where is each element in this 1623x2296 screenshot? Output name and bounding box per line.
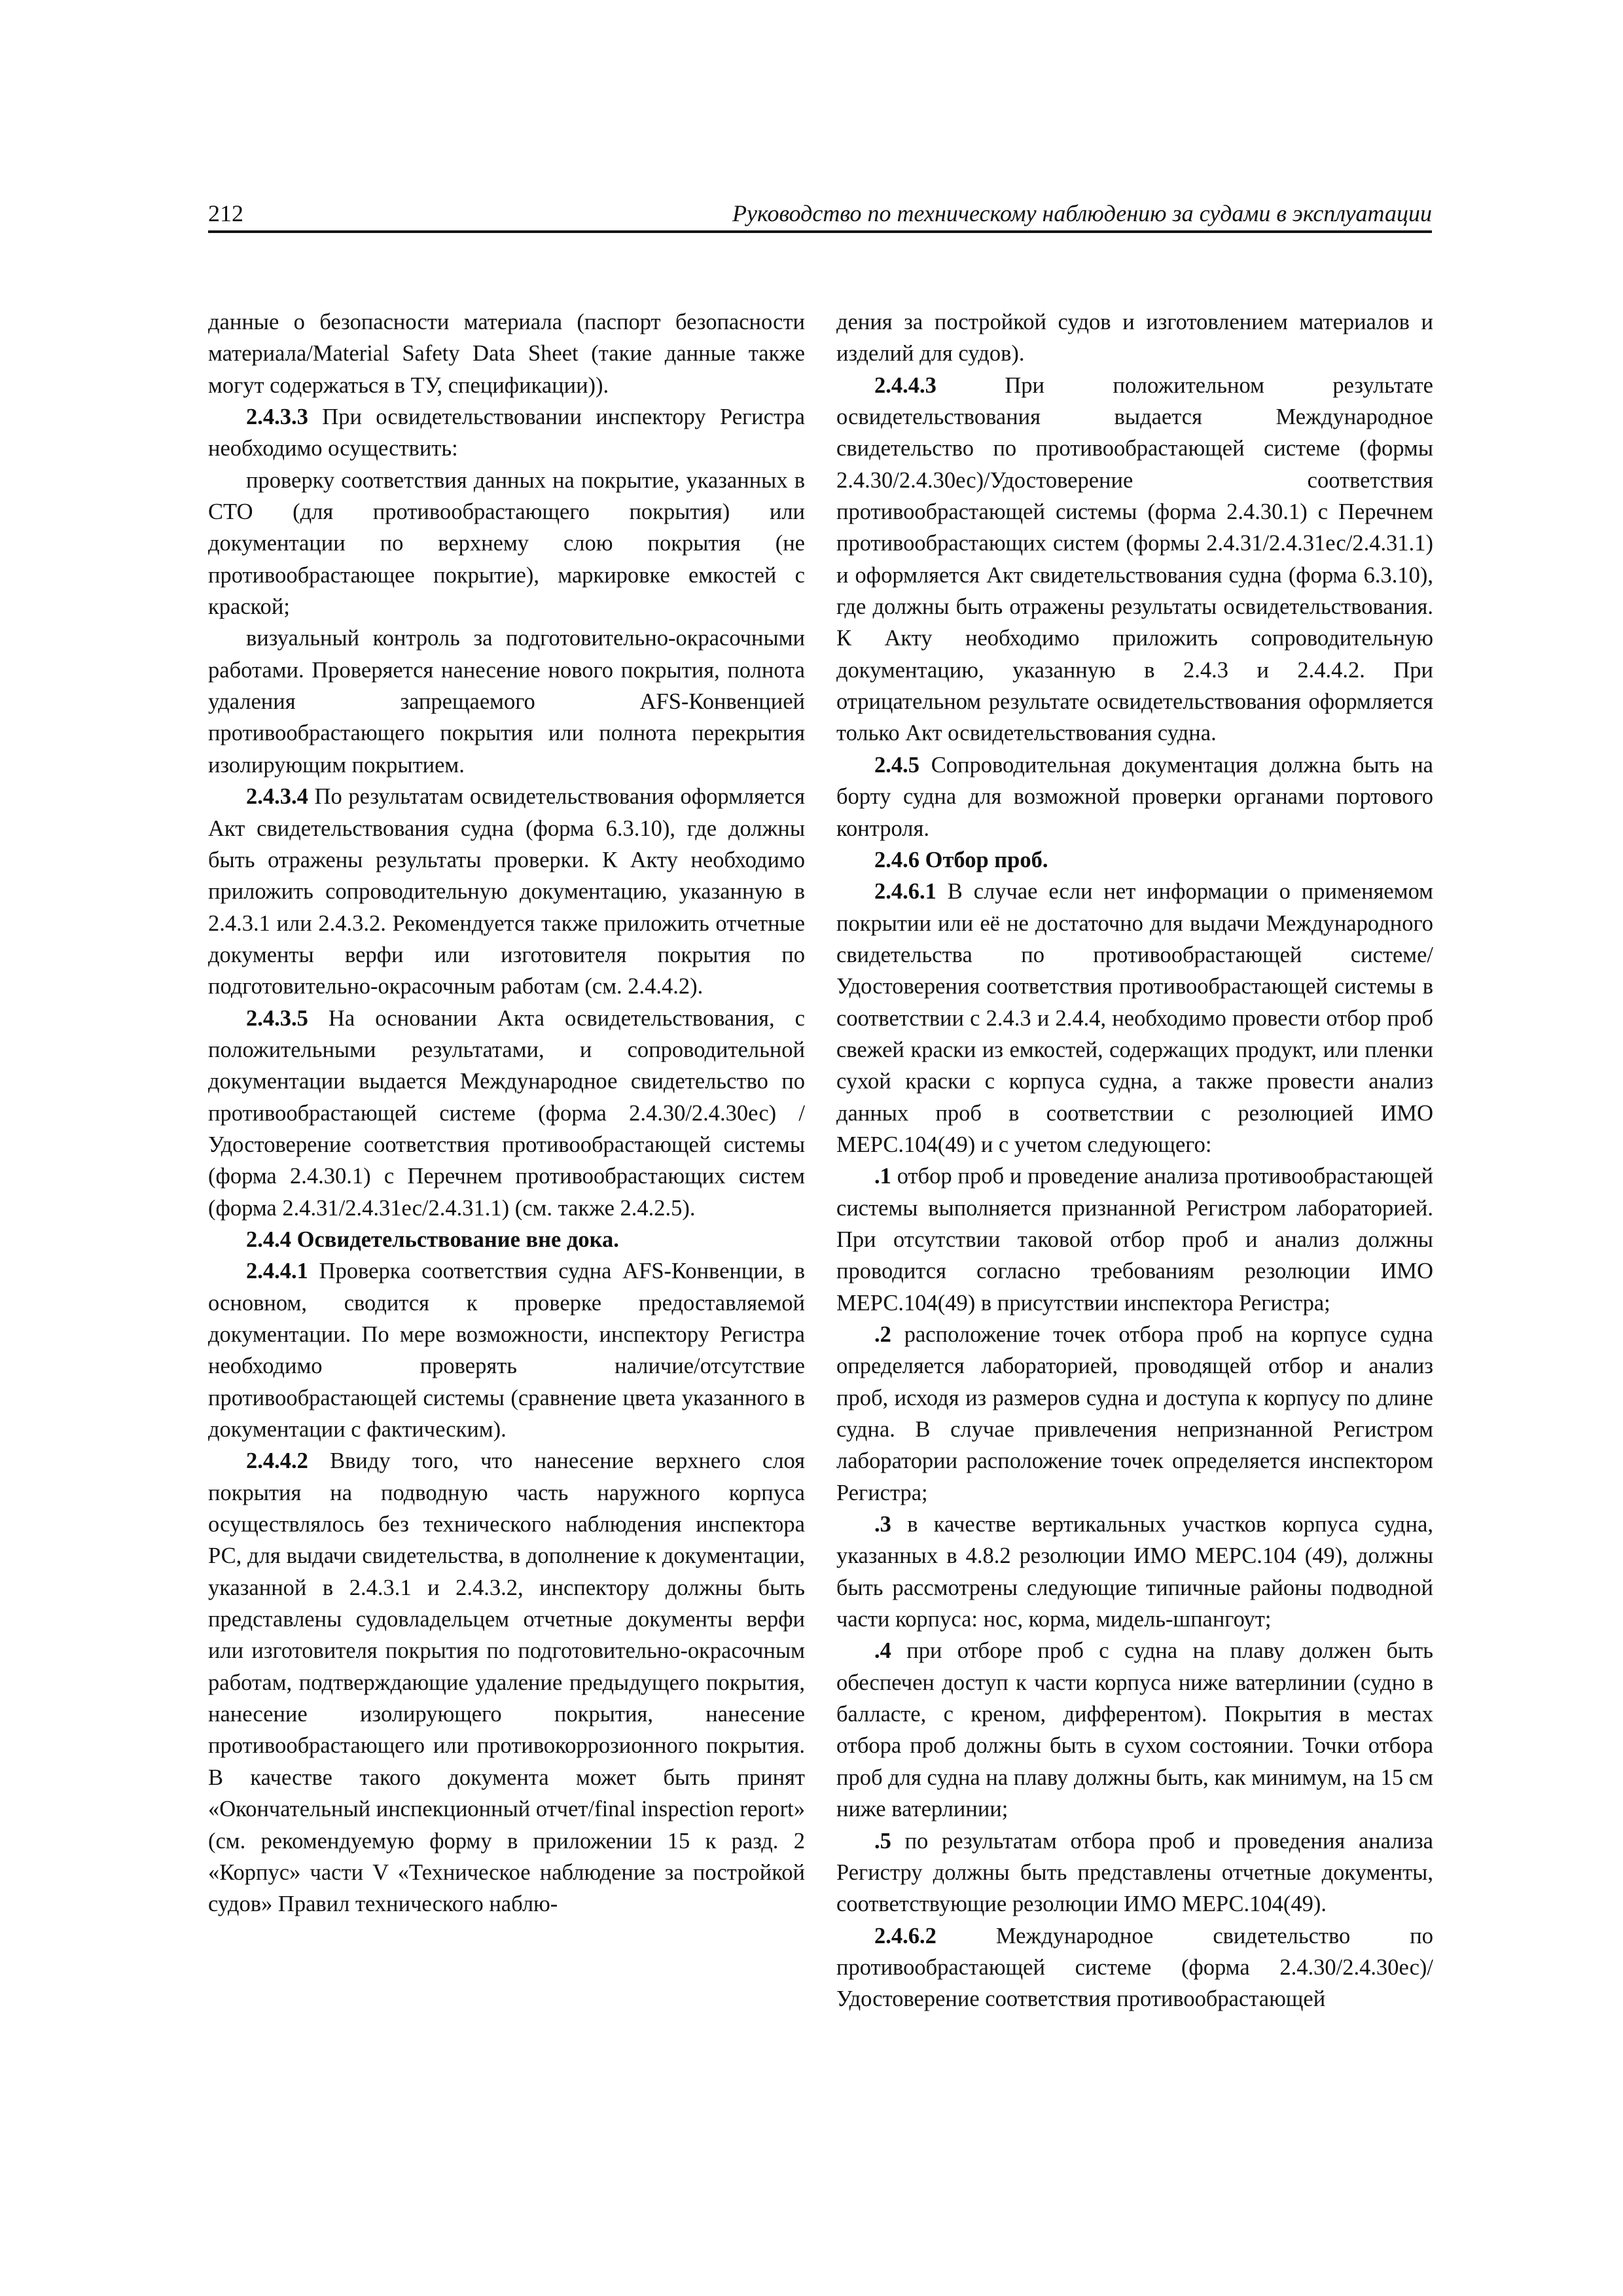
list-item: .5 по результатам отбора проб и проведения анализа Регистру должны быть представлены отчетные документы, соответствующие резолюции ИМО МЕРС.104(49). bbox=[836, 1828, 1433, 1917]
left-column bbox=[208, 306, 805, 1920]
page-header bbox=[208, 200, 1432, 231]
paragraph: 2.4.4.3 При положительном результате освидетельствования выдается Международное свидетельство по противообрастающей системе (формы 2.4.30/2.4.30ес)/Удостоверение соответствия противообрастающей системы (форма 2.4.30.1) с Перечнем противообрастающих систем (формы 2.4.31/2.4.31ес/2.4.31.1) и оформляется Акт свидетельствования судна (форма 6.3.10), где должны быть отражены результаты освидетельствования. К Акту необходимо приложить сопроводительную документацию, указанную в 2.4.3 и 2.4.4.2. При отрицательном результате освидетельствования оформляется только Акт освидетельствования судна. bbox=[836, 372, 1433, 746]
clause-number: 2.4.3.4 bbox=[246, 784, 308, 810]
paragraph: визуальный контроль за подготовительно-окрасочными работами. Проверяется нанесение нового покрытия, полнота удаления запрещаемого AFS-Конвенцией противообрастающего покрытия или полнота перекрытия изолирующим покрытием. bbox=[208, 626, 805, 778]
header-rule bbox=[208, 230, 1432, 233]
clause-number: 2.4.4.2 bbox=[246, 1448, 308, 1474]
paragraph: 2.4.6.2 Международное свидетельство по противообрастающей системе (форма 2.4.30/2.4.30ес)/ Удостоверение соответствия противообрастающей bbox=[836, 1923, 1433, 2012]
clause-number: 2.4.5 bbox=[874, 752, 919, 778]
clause-number: 2.4.4.3 bbox=[874, 372, 936, 398]
paragraph: 2.4.3.5 На основании Акта освидетельствования, с положительными результатами, и сопроводительной документации выдается Международное свидетельство по противообрастающей системе (форма 2.4.30/2.4.30ес) / Удостоверение соответствия противообрастающей системы (форма 2.4.30.1) с Перечнем противообрастающих систем (форма 2.4.31/2.4.31ес/2.4.31.1) (см. также 2.4.2.5). bbox=[208, 1005, 805, 1221]
clause-number: 2.4.4 bbox=[246, 1227, 291, 1252]
clause-number: 2.4.6.2 bbox=[874, 1923, 936, 1948]
item-number: .3 bbox=[874, 1512, 891, 1537]
section-heading: 2.4.6 Отбор проб. bbox=[874, 847, 1048, 872]
list-item: .1 отбор проб и проведение анализа противообрастающей системы выполняется признанной Регистром лабораторией. При отсутствии таковой отбор проб и анализ должны проводится согласно требованиям резолюции ИМО МЕРС.104(49) в присутствии инспектора Регистра; bbox=[836, 1164, 1433, 1316]
paragraph: 2.4.3.4 По результатам освидетельствования оформляется Акт свидетельствования судна (форма 6.3.10), где должны быть отражены результаты проверки. К Акту необходимо приложить сопроводительную документацию, указанную в 2.4.3.1 или 2.4.3.2. Рекомендуется также приложить отчетные документы верфи или изготовителя покрытия по подготовительно-окрасочным работам (см. 2.4.4.2). bbox=[208, 784, 805, 999]
section-heading: 2.4.4 Освидетельствование вне дока. bbox=[246, 1227, 619, 1252]
running-title: Руководство по техническому наблюдению за судами в эксплуатации bbox=[732, 200, 1432, 226]
paragraph: 2.4.5 Сопроводительная документация должна быть на борту судна для возможной проверки органами портового контроля. bbox=[836, 752, 1433, 841]
list-item: .3 в качестве вертикальных участков корпуса судна, указанных в 4.8.2 резолюции ИМО МЕРС.104 (49), должны быть рассмотрены следующие типичные районы подводной части корпуса: нос, корма, мидель-шпангоут; bbox=[836, 1512, 1434, 1632]
paragraph: 2.4.6.1 В случае если нет информации о применяемом покрытии или её не достаточно для выдачи Международного свидетельства по противообрастающей системе/Удостоверения соответствия противообрастающей системы в соответствии с 2.4.3 и 2.4.4, необходимо провести отбор проб свежей краски из емкостей, содержащих продукт, или пленки сухой краски с корпуса судна, а также провести анализ данных проб в соответствии с резолюцией ИМО МЕРС.104(49) и с учетом следующего: bbox=[836, 879, 1434, 1157]
item-number: .4 bbox=[874, 1638, 891, 1664]
clause-number: 2.4.6 bbox=[874, 847, 919, 872]
list-item: .2 расположение точек отбора проб на корпусе судна определяется лабораторией, проводящей отбор и анализ проб, исходя из размеров судна и доступа к корпусу по длине судна. В случае привлечения непризнанной Регистром лаборатории расположение точек определяется инспектором Регистра; bbox=[836, 1322, 1433, 1505]
paragraph: проверку соответствия данных на покрытие, указанных в СТО (для противообрастающего покрытия) или документации по верхнему слою покрытия (не противообрастающее покрытие), маркировке емкостей с краской; bbox=[208, 467, 805, 620]
paragraph: 2.4.4.1 Проверка соответствия судна AFS-Конвенции, в основном, сводится к проверке предоставляемой документации. По мере возможности, инспектору Регистра необходимо проверять наличие/отсутствие противообрастающей системы (сравнение цвета указанного в документации с фактическим). bbox=[208, 1259, 805, 1443]
paragraph: дения за постройкой судов и изготовлением материалов и изделий для судов). bbox=[836, 310, 1433, 367]
item-number: .2 bbox=[874, 1322, 891, 1347]
paragraph: 2.4.3.3 При освидетельствовании инспектору Регистра необходимо осуществить: bbox=[208, 404, 805, 461]
clause-number: 2.4.6.1 bbox=[874, 879, 936, 905]
clause-number: 2.4.3.5 bbox=[246, 1005, 308, 1031]
page-number: 212 bbox=[208, 200, 243, 226]
item-number: .5 bbox=[874, 1828, 891, 1854]
list-item: .4 при отборе проб с судна на плаву должен быть обеспечен доступ к части корпуса ниже ватерлинии (судно в балласте, с креном, дифферентом). Покрытия в местах отбора проб должны быть в сухом состоянии. Точки отбора проб для судна на плаву должны быть, как минимум, на 15 см ниже ватерлинии; bbox=[836, 1638, 1433, 1822]
item-number: .1 bbox=[874, 1164, 891, 1189]
paragraph: 2.4.4.2 Ввиду того, что нанесение верхнего слоя покрытия на подводную часть наружного корпуса осуществлялось без технического наблюдения инспектора РС, для выдачи свидетельства, в дополнение к документации, указанной в 2.4.3.1 и 2.4.3.2, инспектору должны быть представлены судовладельцем отчетные документы верфи или изготовителя покрытия по подготовительно-окрасочным работам, подтверждающие удаление предыдущего покрытия, нанесение изолирующего покрытия, нанесение противообрастающего или противокоррозионного покрытия. В качестве такого документа может быть принят «Окончательный инспекционный отчет/final inspection report» (см. рекомендуемую форму в приложении 15 к разд. 2 «Корпус» части V «Техническое наблюдение за постройкой судов» Правил технического наблю- bbox=[208, 1448, 806, 1917]
clause-number: 2.4.4.1 bbox=[246, 1259, 308, 1284]
clause-number: 2.4.3.3 bbox=[246, 404, 308, 430]
right-column bbox=[836, 306, 1433, 2015]
paragraph: данные о безопасности материала (паспорт безопасности материала/Material Safety Data Sheet (такие данные также могут содержаться в ТУ, спецификации)). bbox=[208, 310, 805, 398]
